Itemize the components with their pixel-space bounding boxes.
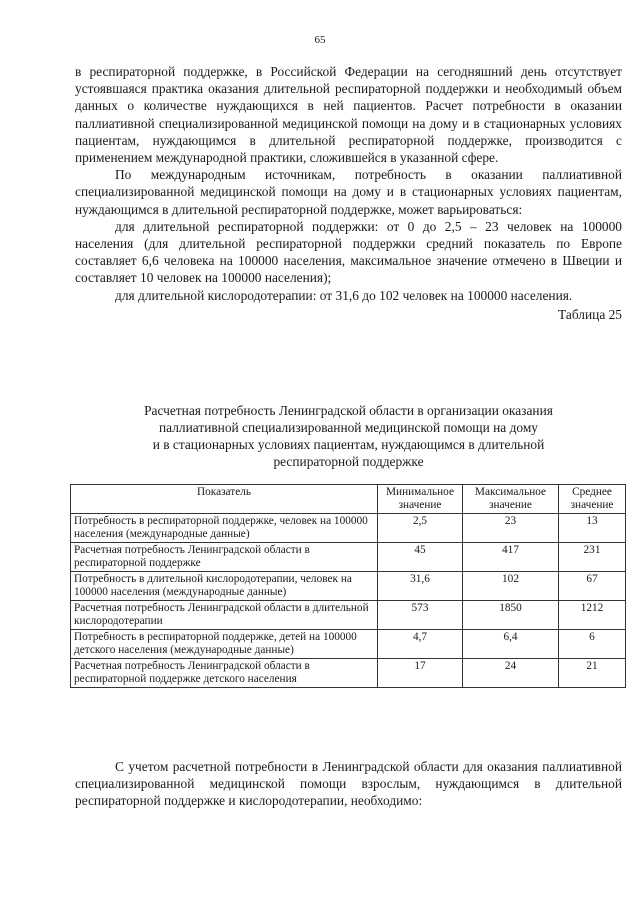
avg-cell: 21 xyxy=(559,659,626,688)
max-cell: 23 xyxy=(463,514,559,543)
header-indicator: Показатель xyxy=(71,485,378,514)
header-max: Максимальное значение xyxy=(463,485,559,514)
min-cell: 4,7 xyxy=(378,630,463,659)
caption-line: Расчетная потребность Ленинградской области в организации оказания xyxy=(144,403,553,418)
max-cell: 24 xyxy=(463,659,559,688)
table-header-row xyxy=(71,485,626,514)
avg-cell: 67 xyxy=(559,572,626,601)
avg-cell: 231 xyxy=(559,543,626,572)
table-caption xyxy=(75,402,622,470)
min-cell: 573 xyxy=(378,601,463,630)
paragraph: для длительной респираторной поддержки: от 0 до 2,5 – 23 человек на 100000 населения (для длительной респираторной поддержки средний показатель по Европе составляет 6,6 человека на 100000 населения, максимальное значение отмечено в Швеции и составляет 10 человек на 100000 населения); xyxy=(75,218,622,286)
indicator-cell: Расчетная потребность Ленинградской области в длительной кислородотерапии xyxy=(71,601,378,630)
max-cell: 102 xyxy=(463,572,559,601)
table-row xyxy=(71,543,626,572)
min-cell: 45 xyxy=(378,543,463,572)
avg-cell: 13 xyxy=(559,514,626,543)
avg-cell: 1212 xyxy=(559,601,626,630)
table-row xyxy=(71,601,626,630)
indicator-cell: Потребность в респираторной поддержке, детей на 100000 детского населения (международные данные) xyxy=(71,630,378,659)
header-avg: Среднее значение xyxy=(559,485,626,514)
min-cell: 17 xyxy=(378,659,463,688)
max-cell: 417 xyxy=(463,543,559,572)
caption-line: респираторной поддержке xyxy=(273,454,424,469)
paragraph: в респираторной поддержке, в Российской Федерации на сегодняшний день отсутствует устоявшаяся практика оказания длительной респираторной поддержки и необходимый объем данных о количестве нуждающихся в ней пациентов. Расчет потребности в оказании паллиативной специализированной медицинской помощи на дому и в стационарных условиях пациентам, нуждающимся в длительной респираторной поддержке, производится с применением международной практики, сложившейся в указанной сфере. xyxy=(75,64,622,166)
avg-cell: 6 xyxy=(559,630,626,659)
table-row xyxy=(71,572,626,601)
body-text-top xyxy=(75,63,622,323)
indicator-cell: Расчетная потребность Ленинградской области в респираторной поддержке детского населения xyxy=(71,659,378,688)
table-row xyxy=(71,659,626,688)
body-text-bottom xyxy=(75,758,622,810)
max-cell: 6,4 xyxy=(463,630,559,659)
page-number: 65 xyxy=(314,34,326,46)
min-cell: 2,5 xyxy=(378,514,463,543)
indicator-cell: Расчетная потребность Ленинградской области в респираторной поддержке xyxy=(71,543,378,572)
caption-line: и в стационарных условиях пациентам, нуждающимся в длительной xyxy=(152,437,545,452)
min-cell: 31,6 xyxy=(378,572,463,601)
paragraph: По международным источникам, потребность в оказании паллиативной специализированной медицинской помощи на дому и в стационарных условиях пациентам, нуждающимся в длительной респираторной поддержке, может варьироваться: xyxy=(75,167,622,217)
indicator-cell: Потребность в длительной кислородотерапии, человек на 100000 населения (международные данные) xyxy=(71,572,378,601)
caption-line: паллиативной специализированной медицинской помощи на дому xyxy=(158,420,539,435)
paragraph: С учетом расчетной потребности в Ленинградской области для оказания паллиативной специализированной медицинской помощи взрослым, нуждающимся в длительной респираторной поддержке и кислородотерапии, необходимо: xyxy=(75,759,622,809)
table-row xyxy=(71,514,626,543)
max-cell: 1850 xyxy=(463,601,559,630)
table-row xyxy=(71,630,626,659)
paragraph: для длительной кислородотерапии: от 31,6 до 102 человек на 100000 населения. xyxy=(115,287,573,303)
indicator-cell: Потребность в респираторной поддержке, человек на 100000 населения (международные данные) xyxy=(71,514,378,543)
header-min: Минимальное значение xyxy=(378,485,463,514)
needs-table xyxy=(70,484,626,688)
table-label: Таблица 25 xyxy=(558,306,622,322)
